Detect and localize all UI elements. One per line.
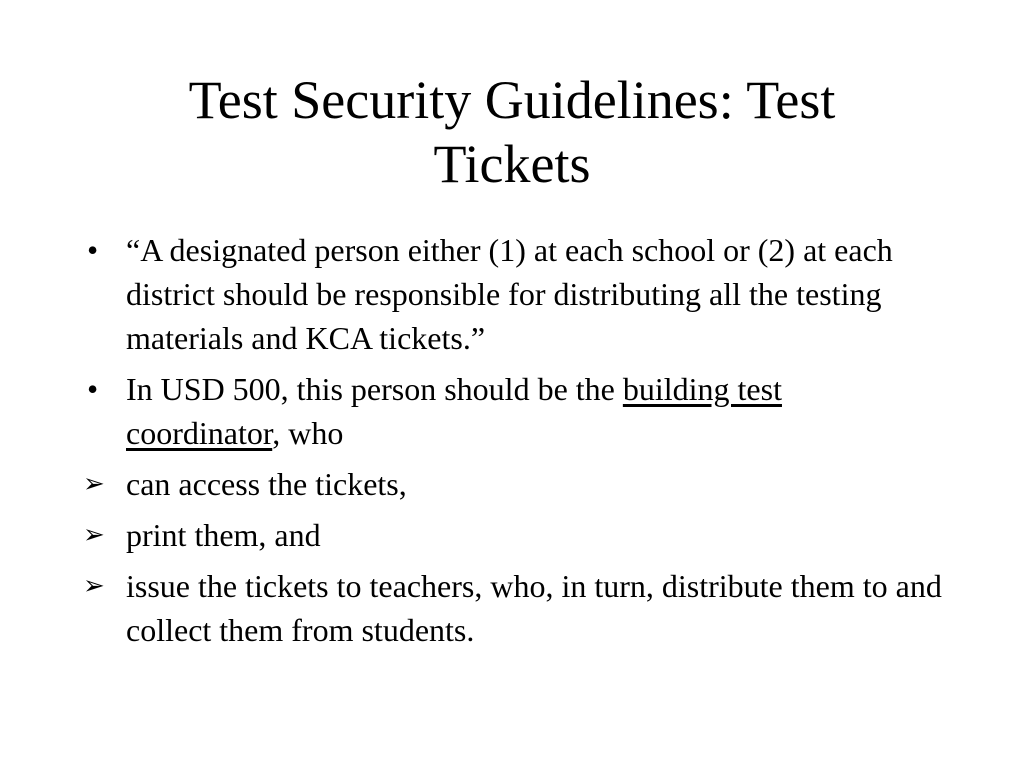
slide-title-line-1: Test Security Guidelines: Test xyxy=(188,70,836,130)
sub-bullet-print xyxy=(83,513,943,557)
bullet-item-usd500 xyxy=(83,367,943,455)
bullet-text-before: In USD 500, this person should be the xyxy=(126,371,623,407)
bullet-dot-icon: • xyxy=(87,232,99,268)
bullet-text: can access the tickets, xyxy=(126,466,407,502)
bullet-text: issue the tickets to teachers, who, in turn, distribute them to and collect them from students. xyxy=(126,568,942,648)
sub-bullet-issue xyxy=(83,564,943,652)
bullet-text-after: , who xyxy=(272,415,344,451)
bullet-text: “A designated person either (1) at each school or (2) at each district should be responsible for distributing all the testing materials and KCA tickets.” xyxy=(126,232,893,356)
arrow-bullet-icon: ➢ xyxy=(83,571,105,601)
building-test-coordinator-text: building test coordinator xyxy=(126,371,782,451)
slide-title-line-2: Tickets xyxy=(433,134,591,194)
arrow-bullet-icon: ➢ xyxy=(83,520,105,550)
sub-bullet-access xyxy=(83,462,943,506)
bullet-text: print them, and xyxy=(126,517,321,553)
bullet-list xyxy=(83,228,943,659)
arrow-bullet-icon: ➢ xyxy=(83,469,105,499)
bullet-dot-icon: • xyxy=(87,371,99,407)
bullet-item-quote xyxy=(83,228,943,360)
slide-title xyxy=(90,68,934,196)
